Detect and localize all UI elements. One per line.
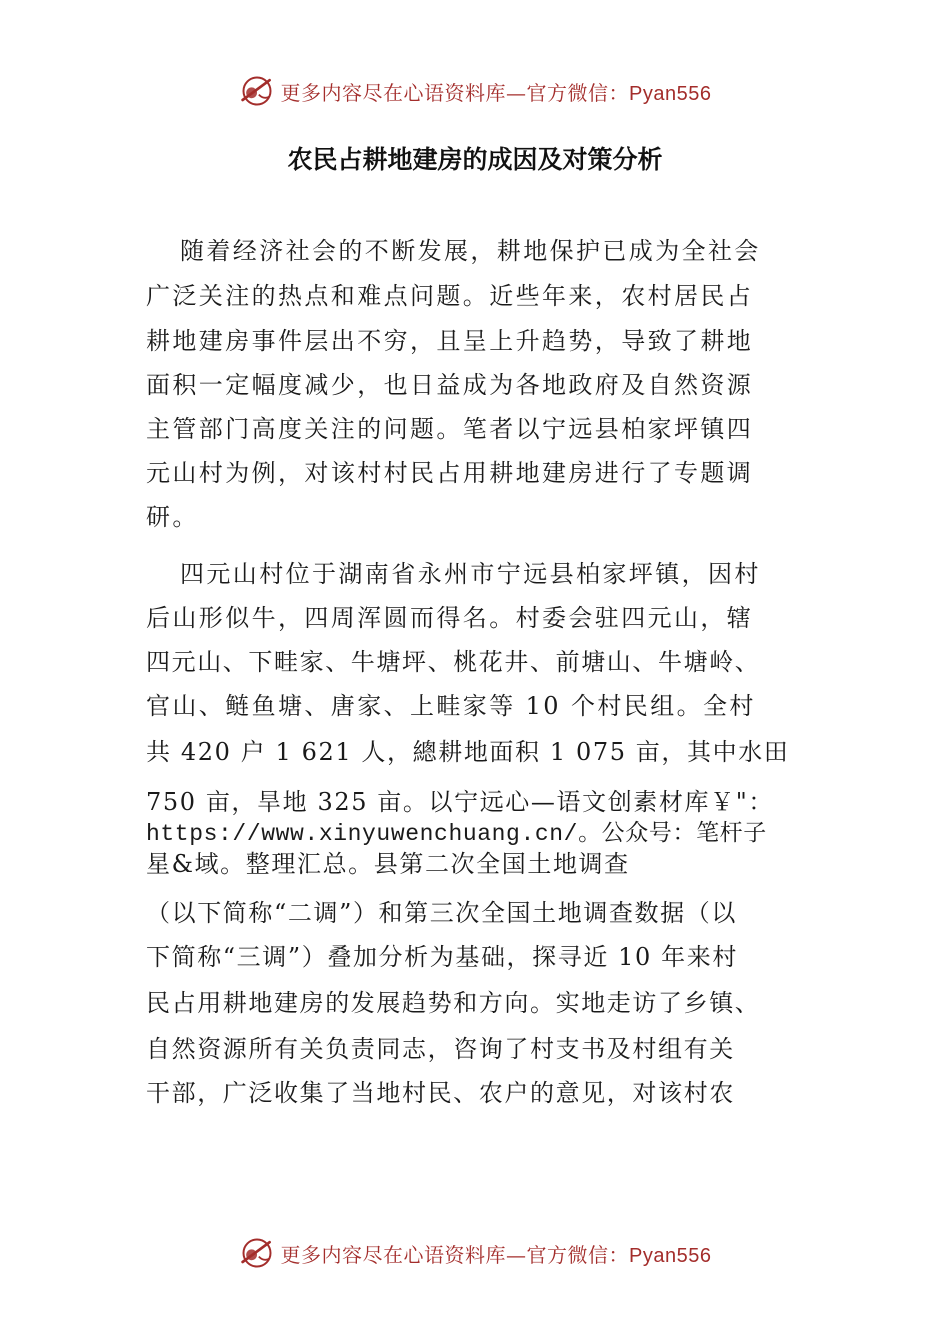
text-line: 广泛关注的热点和难点问题。近些年来，农村居民占: [146, 282, 754, 310]
text-line: 官山、鲢鱼塘、唐家、上畦家等 10 个村民组。全村: [146, 692, 756, 720]
text-line: 随着经济社会的不断发展，耕地保护已成为全社会: [180, 237, 761, 265]
text-line: 四元山村位于湖南省永州市宁远县柏家坪镇，因村: [180, 560, 761, 588]
header-wechat-id: Pyan556: [629, 82, 712, 105]
brand-logo-icon: [239, 73, 275, 109]
text-line: 下简称“三调”）叠加分析为基础，探寻近 10 年来村: [146, 943, 738, 971]
text-line-url: https://www.xinyuwenchuang.cn/。公众号：笔杆子: [146, 821, 767, 847]
text-line: 面积一定幅度减少，也日益成为各地政府及自然资源: [146, 371, 754, 399]
text-line: 星&域。整理汇总。县第二次全国土地调查: [146, 850, 630, 878]
footer-wechat-id: Pyan556: [629, 1244, 712, 1267]
text-line: （以下简称“二调”）和第三次全国土地调查数据（以: [146, 899, 737, 927]
text-line: 750 亩，旱地 325 亩。以宁远心—语文创素材库￥"：: [146, 788, 774, 816]
text-line: 耕地建房事件层出不穷，且呈上升趋势，导致了耕地: [146, 327, 754, 355]
document-title: 农民占耕地建房的成因及对策分析: [287, 145, 663, 174]
text-line: 干部，广泛收集了当地村民、农户的意见，对该村农: [146, 1079, 735, 1107]
footer-banner: [0, 1228, 950, 1278]
text-line: 后山形似牛，四周浑圆而得名。村委会驻四元山，辖: [146, 604, 754, 632]
header-banner: [0, 66, 950, 116]
text-line: 主管部门高度关注的问题。笔者以宁远县柏家坪镇四: [146, 415, 754, 443]
footer-banner-text: 更多内容尽在心语资料库—官方微信：Pyan556: [280, 1242, 712, 1267]
text-line: 共 420 户 1 621 人，總耕地面积 1 075 亩，其中水田: [146, 738, 790, 766]
text-line: 自然资源所有关负责同志，咨询了村支书及村组有关: [146, 1035, 735, 1063]
text-line: 四元山、下畦家、牛塘坪、桃花井、前塘山、牛塘岭、: [146, 648, 761, 676]
header-banner-text: 更多内容尽在心语资料库—官方微信：Pyan556: [280, 80, 712, 105]
brand-logo-icon: [239, 1235, 275, 1271]
text-line: 元山村为例，对该村村民占用耕地建房进行了专题调: [146, 459, 754, 487]
text-line: 民占用耕地建房的发展趋势和方向。实地走访了乡镇、: [146, 989, 761, 1017]
text-line: 研。: [146, 503, 199, 531]
